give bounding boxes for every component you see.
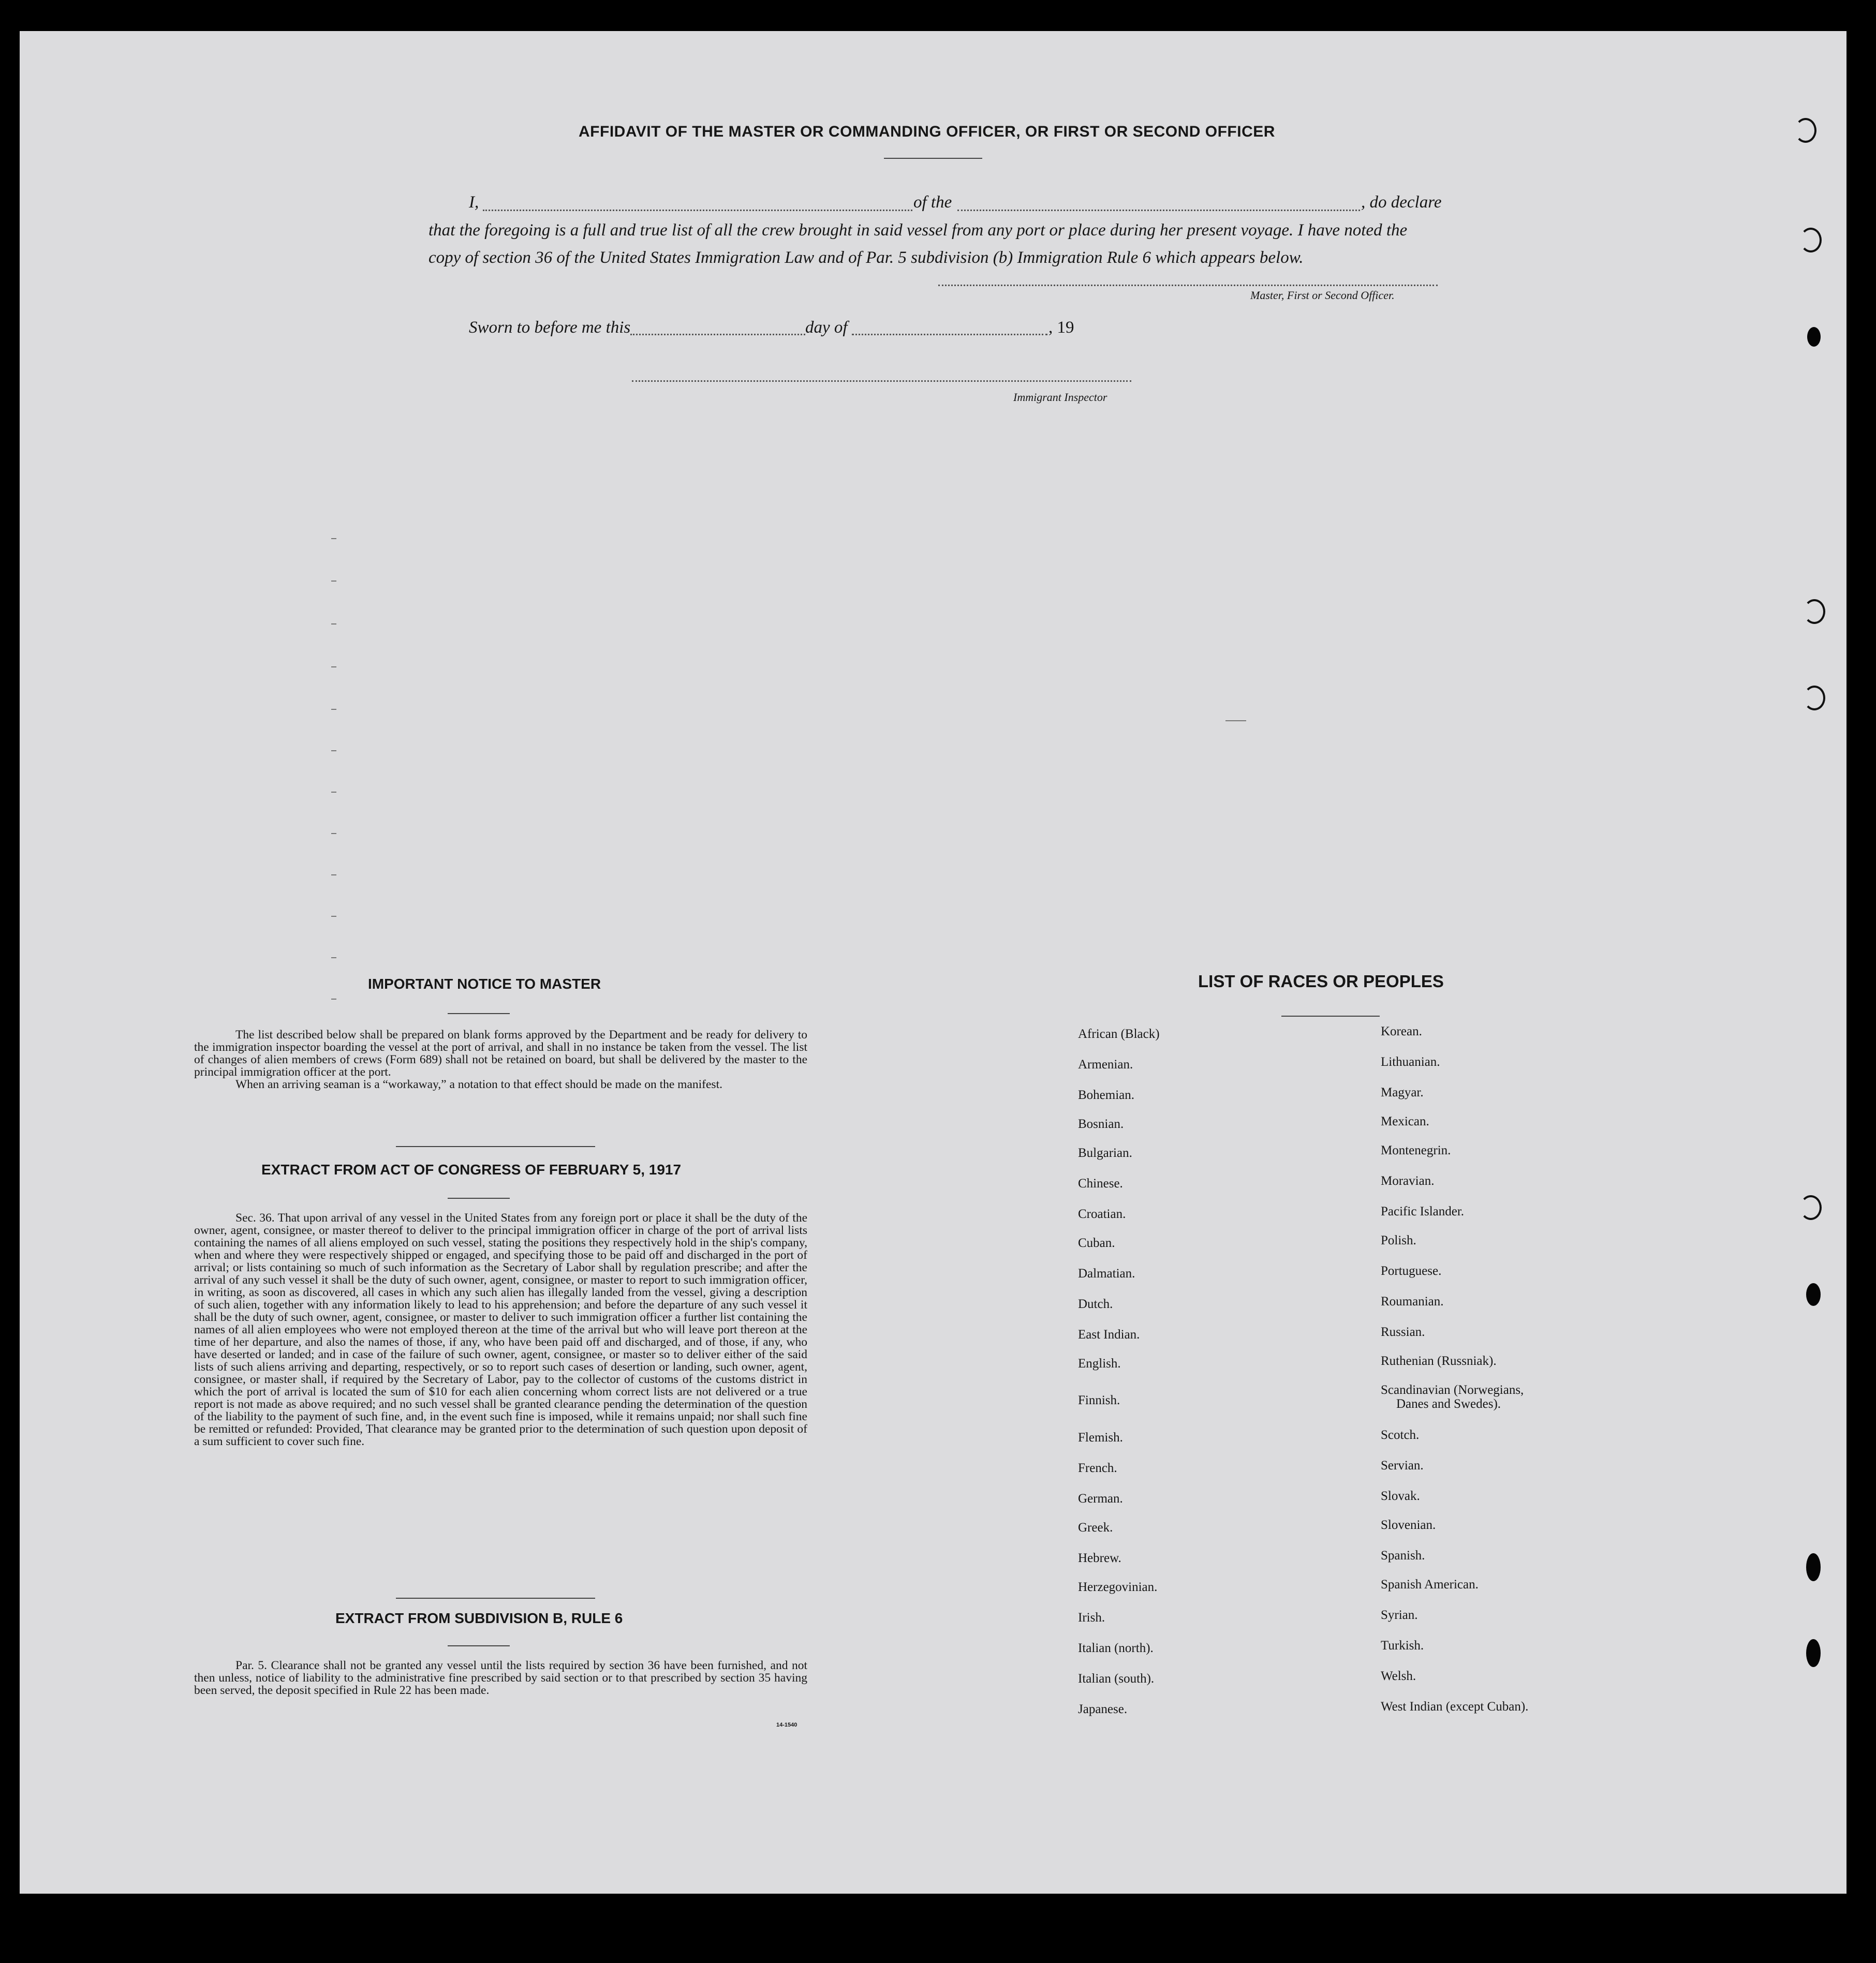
notice-paragraph-2: When an arriving seaman is a “workaway,” a notation to that effect should be made on the manifest.	[235, 1078, 722, 1091]
margin-mark	[331, 916, 336, 917]
margin-mark	[331, 538, 336, 539]
margin-mark	[331, 833, 336, 834]
affidavit-line-2: that the foregoing is a full and true list of all the crew brought in said vessel from any port or place during her present voyage. I have noted the	[429, 221, 1408, 240]
sworn-label: Sworn to before me this	[469, 318, 631, 337]
race-item: Scandinavian (Norwegians,	[1381, 1383, 1524, 1397]
margin-mark	[331, 999, 336, 1000]
margin-mark	[331, 874, 336, 875]
race-item: Moravian.	[1381, 1174, 1435, 1188]
punch-hole	[1807, 327, 1821, 347]
act-extract-title: EXTRACT FROM ACT OF CONGRESS OF FEBRUARY 5, 1917	[261, 1162, 682, 1178]
rule-extract-title: EXTRACT FROM SUBDIVISION B, RULE 6	[335, 1610, 623, 1626]
margin-mark	[331, 750, 336, 751]
day-of-label: day of	[805, 318, 848, 337]
race-item: African (Black)	[1078, 1027, 1160, 1041]
margin-mark	[331, 709, 336, 710]
race-item: Bulgarian.	[1078, 1146, 1132, 1160]
vessel-name-field[interactable]	[957, 210, 1360, 211]
signature-caption: Master, First or Second Officer.	[1250, 289, 1395, 302]
race-item: Russian.	[1381, 1325, 1425, 1339]
margin-mark	[331, 792, 336, 793]
punch-hole	[1806, 1639, 1821, 1667]
race-item: Magyar.	[1381, 1085, 1424, 1099]
punch-hole	[1806, 1283, 1821, 1306]
race-item: Mexican.	[1381, 1114, 1429, 1128]
race-item: Polish.	[1381, 1233, 1416, 1247]
races-title: LIST OF RACES OR PEOPLES	[1198, 972, 1444, 991]
race-item: Finnish.	[1078, 1393, 1120, 1407]
inspector-signature-field[interactable]	[632, 380, 1131, 382]
race-item: Danes and Swedes).	[1396, 1397, 1501, 1411]
race-item: Dutch.	[1078, 1297, 1113, 1311]
race-item: English.	[1078, 1357, 1121, 1371]
margin-mark	[1225, 720, 1246, 721]
punch-hole	[1795, 118, 1816, 143]
race-item: Korean.	[1381, 1024, 1422, 1038]
race-item: Greek.	[1078, 1521, 1113, 1535]
rule-divider	[448, 1645, 510, 1646]
race-item: Hebrew.	[1078, 1551, 1121, 1565]
section-divider	[396, 1598, 595, 1599]
race-item: Herzegovinian.	[1078, 1580, 1158, 1594]
margin-mark	[331, 623, 336, 624]
race-item: Chinese.	[1078, 1177, 1123, 1191]
race-item: Lithuanian.	[1381, 1055, 1440, 1069]
race-item: Irish.	[1078, 1611, 1105, 1625]
rule-extract-body	[194, 1659, 807, 1697]
race-item: East Indian.	[1078, 1328, 1140, 1342]
act-divider	[448, 1198, 510, 1199]
race-item: Croatian.	[1078, 1207, 1126, 1221]
act-extract-body	[194, 1212, 807, 1448]
race-item: Armenian.	[1078, 1058, 1133, 1072]
notice-body	[194, 1029, 807, 1091]
sworn-month-field[interactable]	[852, 334, 1047, 335]
race-item: Montenegrin.	[1381, 1143, 1451, 1157]
race-item: Welsh.	[1381, 1669, 1416, 1683]
race-item: Spanish.	[1381, 1549, 1425, 1563]
affidavit-title: AFFIDAVIT OF THE MASTER OR COMMANDING OFFICER, OR FIRST OR SECOND OFFICER	[579, 123, 1275, 140]
affidavit-i-label: I,	[469, 193, 479, 212]
race-item: Italian (south).	[1078, 1672, 1155, 1686]
inspector-caption: Immigrant Inspector	[1013, 391, 1107, 404]
section-divider	[396, 1146, 595, 1147]
race-item: Turkish.	[1381, 1639, 1424, 1653]
punch-hole	[1804, 599, 1825, 624]
race-item: Pacific Islander.	[1381, 1204, 1465, 1218]
sworn-day-field[interactable]	[630, 334, 805, 335]
race-item: Slovak.	[1381, 1489, 1420, 1503]
punch-hole	[1804, 686, 1825, 710]
race-item: Slovenian.	[1381, 1518, 1436, 1532]
race-item: French.	[1078, 1461, 1117, 1475]
margin-mark	[331, 666, 336, 667]
year-label: , 19	[1048, 318, 1074, 337]
race-item: Syrian.	[1381, 1608, 1418, 1622]
punch-hole	[1800, 1195, 1822, 1220]
paragraph-5-text: Par. 5. Clearance shall not be granted any vessel until the lists required by section 36 have been furnished, and not then unless, notice of liability to the administrative fine prescribed by said section or to that prescribed by section 35 having been served, the deposit specified in Rule 22 has been made.	[194, 1659, 807, 1697]
race-item: Roumanian.	[1381, 1295, 1444, 1308]
margin-mark	[331, 957, 336, 958]
race-item: Spanish American.	[1381, 1578, 1479, 1592]
race-item: Cuban.	[1078, 1236, 1115, 1250]
race-item: Dalmatian.	[1078, 1267, 1135, 1281]
punch-hole	[1800, 228, 1822, 252]
margin-mark	[331, 581, 336, 582]
race-item: Ruthenian (Russniak).	[1381, 1354, 1497, 1368]
race-item: Italian (north).	[1078, 1641, 1154, 1655]
form-page	[20, 31, 1847, 1894]
notice-divider	[448, 1013, 510, 1014]
race-item: West Indian (except Cuban).	[1381, 1700, 1529, 1714]
punch-hole	[1806, 1553, 1821, 1581]
notice-paragraph-1: The list described below shall be prepared on blank forms approved by the Department and be ready for delivery to the immigration inspector boarding the vessel at the port of arrival, and shall in no instance be taken from the vessel. The list of changes of alien members of crews (Form 689) shall not be retained on board, but shall be delivered by the master to the principal immigration officer at the port.	[194, 1028, 807, 1079]
affidavit-line-3: copy of section 36 of the United States Immigration Law and of Par. 5 subdivision (b) Immigration Rule 6 which appears below.	[429, 248, 1304, 267]
race-item: Portuguese.	[1381, 1264, 1442, 1278]
race-item: Bosnian.	[1078, 1117, 1124, 1131]
race-item: Flemish.	[1078, 1431, 1123, 1445]
race-item: Scotch.	[1381, 1428, 1420, 1442]
race-item: Bohemian.	[1078, 1088, 1135, 1102]
race-item: Servian.	[1381, 1459, 1424, 1473]
officer-signature-field[interactable]	[938, 285, 1438, 286]
title-divider	[884, 158, 982, 159]
section-36-text: Sec. 36. That upon arrival of any vessel in the United States from any foreign port or place it shall be the duty of the owner, agent, consignee, or master thereof to deliver to the principal immigration officer in charge of the port of arrival lists containing the names of all aliens employed on such vessel, stating the positions they respectively hold in the ship's company, when and where they were respectively shipped or engaged, and specifying those to be paid off and discharged in the port of arrival; or lists containing so much of such information as the Secretary of Labor shall by regulation prescribe; and after the arrival of any such vessel it shall be the duty of such owner, agent, consignee, or master to report to such immigration officer, in writing, as soon as discovered, all cases in which any such alien has illegally landed from the vessel, giving a description of such alien, together with any information likely to lead to his apprehension; and before the departure of any such vessel it shall be the duty of such owner, agent, consignee, or master to deliver to such immigration officer a further list containing the names of all alien employees who were not employed thereon at the time of the arrival but who will leave port thereon at the time of her departure, and also the names of those, if any, who have been paid off and discharged, and of those, if any, who have deserted or landed; and in case of the failure of such owner, agent, consignee, or master so to deliver either of the said lists of such aliens arriving and departing, respectively, or so to report such cases of desertion or landing, such owner, agent, consignee, or master shall, if required by the Secretary of Labor, pay to the collector of customs of the customs district in which the port of arrival is located the sum of $10 for each alien concerning whom correct lists are not delivered or a true report is not made as above required; and no such vessel shall be granted clearance pending the determination of the question of the liability to the payment of such fine, and, in the event such fine is imposed, while it remains unpaid; nor shall such fine be remitted or refunded: Provided, That clearance may be granted prior to the determination of such question upon deposit of a sum sufficient to cover such fine.	[194, 1211, 807, 1448]
form-number: 14-1540	[776, 1722, 797, 1728]
notice-title: IMPORTANT NOTICE TO MASTER	[368, 976, 601, 992]
race-item: Japanese.	[1078, 1702, 1128, 1716]
race-item: German.	[1078, 1492, 1123, 1506]
affidavit-of-the-label: of the	[913, 193, 952, 212]
affidavit-declare-label: , do declare	[1361, 193, 1442, 212]
master-name-field[interactable]	[483, 210, 912, 211]
races-divider	[1281, 1016, 1380, 1017]
